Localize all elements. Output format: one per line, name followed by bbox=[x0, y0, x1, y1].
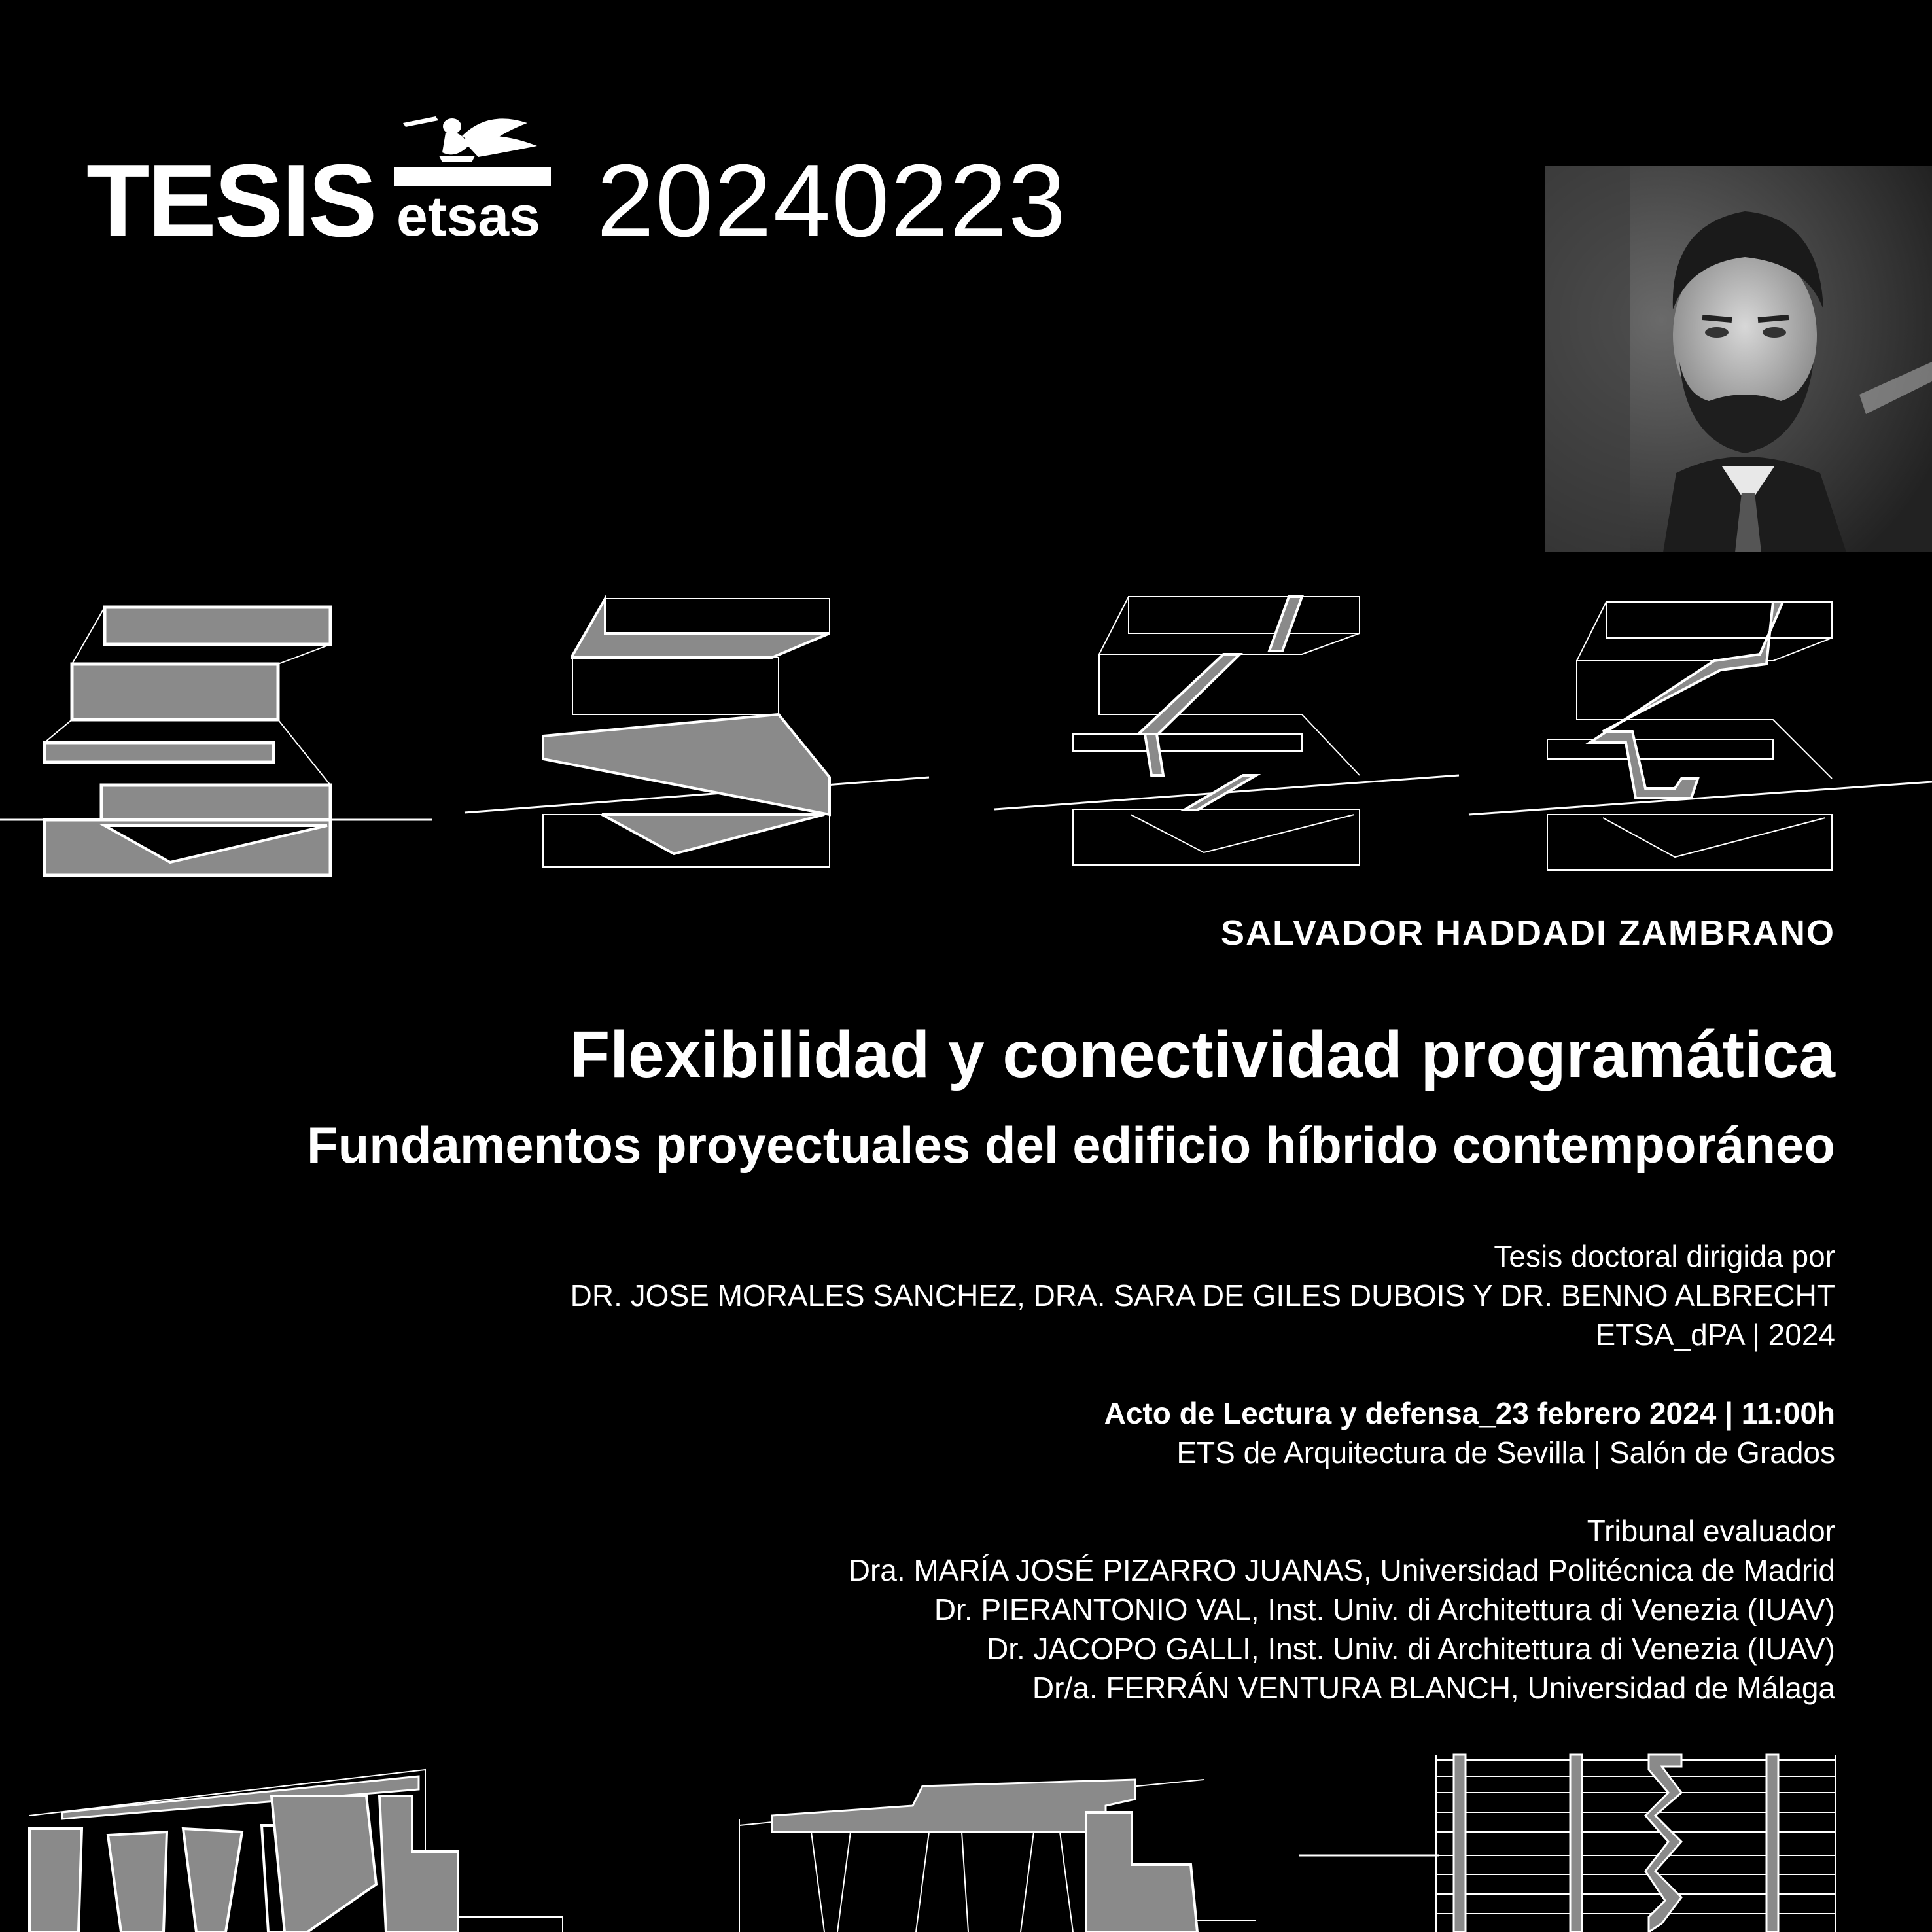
tribunal-member: Dr. JACOPO GALLI, Inst. Univ. di Architettura di Venezia (IUAV) bbox=[986, 1632, 1835, 1666]
event-act: Acto de Lectura y defensa_23 febrero 2024 | 11:00h bbox=[1104, 1396, 1835, 1430]
tribunal-member: Dra. MARÍA JOSÉ PIZARRO JUANAS, Universidad Politécnica de Madrid bbox=[848, 1553, 1835, 1587]
thesis-subtitle: Fundamentos proyectuales del edificio híbrido contemporáneo bbox=[306, 1116, 1835, 1174]
tribunal-block bbox=[849, 1511, 1835, 1708]
logo-etsas-text: etsas bbox=[396, 185, 540, 241]
bottom-section-drawings bbox=[0, 1740, 1932, 1932]
header-tesis: TESIS bbox=[86, 143, 376, 258]
direction-intro: Tesis doctoral dirigida por bbox=[1494, 1239, 1835, 1273]
direction-directors: DR. JOSE MORALES SANCHEZ, DRA. SARA DE GILES DUBOIS Y DR. BENNO ALBRECHT bbox=[570, 1278, 1835, 1312]
direction-block bbox=[571, 1237, 1835, 1354]
thesis-title: Flexibilidad y conectividad programática bbox=[570, 1018, 1835, 1091]
direction-dept: ETSA_dPA | 2024 bbox=[1595, 1318, 1835, 1352]
event-place: ETS de Arquitectura de Sevilla | Salón de Grados bbox=[1176, 1435, 1835, 1469]
etsas-logo bbox=[390, 97, 553, 241]
tribunal-heading: Tribunal evaluador bbox=[1587, 1514, 1835, 1548]
header-date: 20240223 bbox=[597, 143, 1067, 258]
portrait-photo bbox=[1545, 166, 1932, 552]
event-block bbox=[1104, 1394, 1835, 1472]
tribunal-member: Dr. PIERANTONIO VAL, Inst. Univ. di Architettura di Venezia (IUAV) bbox=[934, 1592, 1835, 1626]
author-name: SALVADOR HADDADI ZAMBRANO bbox=[1221, 913, 1835, 953]
section-drawings bbox=[0, 589, 1932, 890]
tribunal-member: Dr/a. FERRÁN VENTURA BLANCH, Universidad de Málaga bbox=[1032, 1671, 1835, 1705]
